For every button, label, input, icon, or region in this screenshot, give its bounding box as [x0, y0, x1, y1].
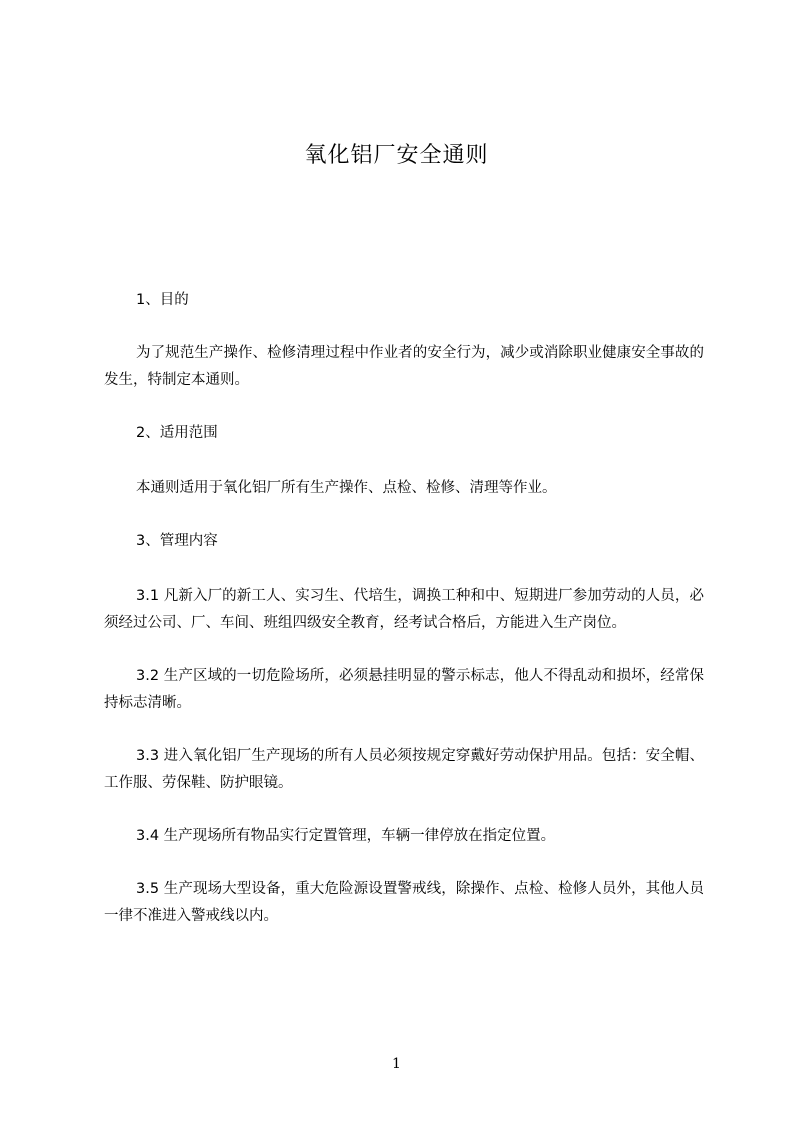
page-number: 1	[392, 1056, 401, 1072]
management-item-3-4: 3.4 生产现场所有物品实行定置管理，车辆一律停放在指定位置。	[136, 828, 556, 844]
management-item-3-3: 3.3 进入氧化铝厂生产现场的所有人员必须按规定穿戴好劳动保护用品。包括：安全帽、工作服、劳保鞋、防护眼镜。	[104, 748, 704, 791]
section-paragraph-purpose: 为了规范生产操作、检修清理过程中作业者的安全行为，减少或消除职业健康安全事故的发生，特制定本通则。	[104, 345, 704, 388]
section-heading-management: 3、管理内容	[136, 533, 218, 549]
document-title: 氧化铝厂安全通则	[304, 143, 489, 168]
management-item-3-5: 3.5 生产现场大型设备，重大危险源设置警戒线，除操作、点检、检修人员外，其他人员一律不准进入警戒线以内。	[104, 881, 704, 924]
section-heading-purpose: 1、目的	[136, 292, 189, 308]
section-paragraph-scope: 本通则适用于氧化铝厂所有生产操作、点检、检修、清理等作业。	[136, 480, 557, 496]
document-body	[104, 287, 704, 930]
management-item-3-2: 3.2 生产区域的一切危险场所，必须悬挂明显的警示标志，他人不得乱动和损坏，经常保持标志清晰。	[104, 668, 704, 711]
management-item-3-1: 3.1 凡新入厂的新工人、实习生、代培生，调换工种和中、短期进厂参加劳动的人员，必须经过公司、厂、车间、班组四级安全教育，经考试合格后，方能进入生产岗位。	[104, 588, 704, 631]
section-heading-scope: 2、适用范围	[136, 425, 218, 441]
